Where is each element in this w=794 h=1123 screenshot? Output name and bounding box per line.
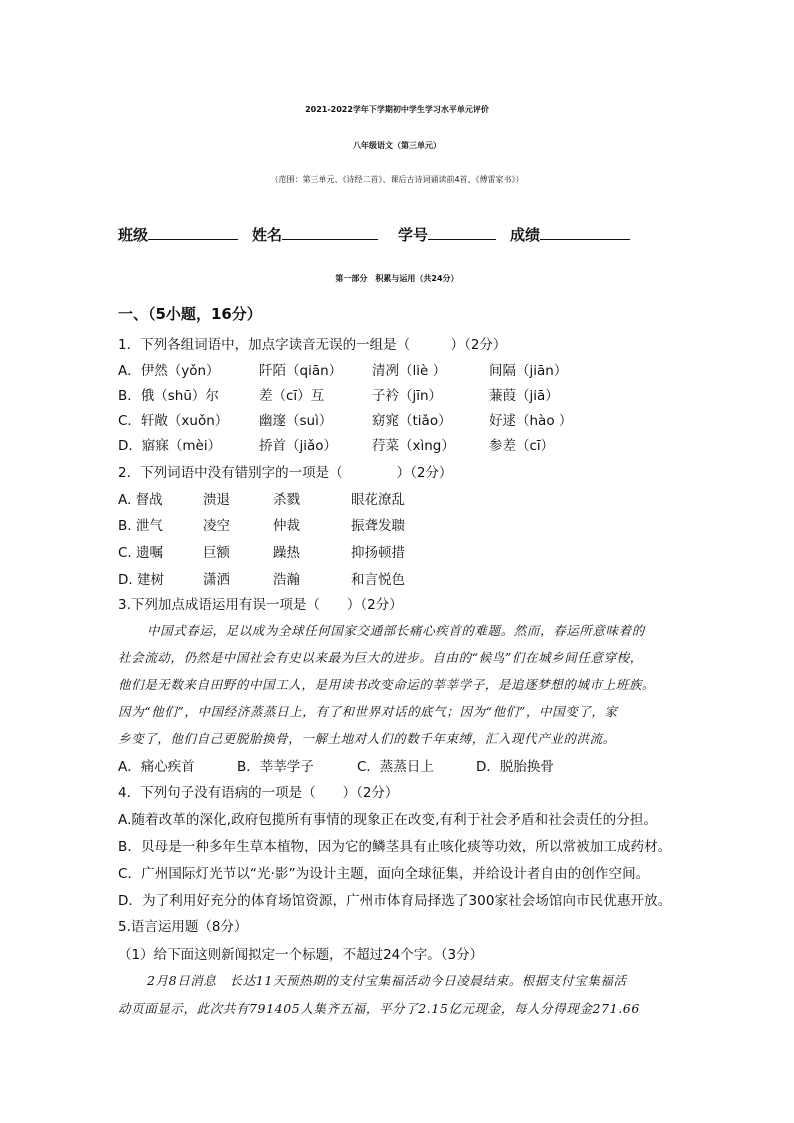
q1-d-3: 荇菜（xìng） bbox=[372, 438, 455, 454]
q1-a-1: A．伊然（yǒn） bbox=[118, 363, 220, 379]
number-blank[interactable] bbox=[428, 223, 496, 240]
q5-news-line: 2月8日消息 长达11天预热期的支付宝集福活动今日凌晨结束。根据支付宝集福活 bbox=[147, 973, 627, 988]
section-one-heading: 一、（5小题，16分） bbox=[118, 305, 262, 323]
q1-d-4: 参差（cī） bbox=[489, 438, 555, 454]
q1-c-1: C．轩敞（xuǒn） bbox=[118, 413, 229, 429]
part-one-title: 第一部分 积累与运用（共24分） bbox=[335, 274, 459, 283]
q3-option-d: D．脱胎换骨 bbox=[476, 759, 554, 775]
q2-a-3: 杀戮 bbox=[273, 492, 300, 508]
q3-passage-line: 因为“他们”，中国经济蒸蒸日上，有了和世界对话的底气；因为“他们”，中国变了，家 bbox=[118, 704, 618, 719]
q2-stem: 2．下列词语中没有错别字的一项是（ ）（2分） bbox=[118, 465, 453, 481]
q1-a-4: 间隔（jiān） bbox=[489, 363, 568, 379]
q2-b-3: 仲裁 bbox=[273, 518, 300, 534]
q2-c-3: 躁热 bbox=[273, 545, 300, 561]
q1-b-4: 蒹葭（jiā） bbox=[489, 388, 559, 404]
q2-b-1: B. 泄气 bbox=[118, 518, 163, 534]
q1-b-3: 子衿（jīn） bbox=[372, 388, 443, 404]
q3-option-a: A．痛心疾首 bbox=[118, 759, 195, 775]
q2-d-3: 浩瀚 bbox=[273, 572, 300, 588]
q2-d-4: 和言悦色 bbox=[351, 572, 405, 588]
class-label: 班级 bbox=[118, 226, 149, 244]
score-field bbox=[510, 223, 630, 245]
q5-sub1: （1）给下面这则新闻拟定一个标题，不超过24个字。（3分） bbox=[118, 947, 484, 963]
q3-passage-line: 乡变了，他们自己更脱胎换骨，一解土地对人们的数千年束缚，汇入现代产业的洪流。 bbox=[118, 731, 616, 746]
q1-a-3: 清冽（liè ） bbox=[372, 363, 447, 379]
class-field bbox=[118, 223, 238, 245]
q2-b-4: 振聋发聩 bbox=[351, 518, 405, 534]
score-blank[interactable] bbox=[540, 223, 630, 240]
q2-c-1: C. 遗嘱 bbox=[118, 545, 164, 561]
q3-stem: 3.下列加点成语运用有误一项是（ ）（2分） bbox=[118, 597, 403, 613]
q4-stem: 4．下列句子没有语病的一项是（ ）（2分） bbox=[118, 785, 399, 801]
q4-option-c: C．广州国际灯光节以“光·影”为设计主题，面向全球征集，并给设计者自由的创作空间。 bbox=[118, 866, 650, 882]
q5-stem: 5.语言运用题（8分） bbox=[118, 919, 248, 935]
q2-c-2: 巨额 bbox=[203, 545, 230, 561]
q3-passage-line: 中国式春运，足以成为全球任何国家交通部长痛心疾首的难题。然而，春运所意味着的 bbox=[147, 623, 645, 638]
q1-d-1: D．寤寐（mèi） bbox=[118, 438, 222, 454]
q1-d-2: 挢首（jiǎo） bbox=[259, 438, 338, 454]
q2-a-1: A. 督战 bbox=[118, 492, 163, 508]
exam-subtitle: 八年级语文（第三单元） bbox=[353, 141, 441, 150]
q4-option-a: A.随着改革的深化,政府包揽所有事情的现象正在改变,有利于社会矛盾和社会责任的分担。 bbox=[118, 812, 658, 828]
q1-b-1: B．俄（shū）尔 bbox=[118, 388, 219, 404]
score-label: 成绩 bbox=[510, 226, 541, 244]
name-blank[interactable] bbox=[282, 223, 378, 240]
q1-c-4: 好逑（hào ） bbox=[489, 413, 573, 429]
exam-title: 2021-2022学年下学期初中学生学习水平单元评价 bbox=[305, 105, 489, 114]
q4-option-d: D．为了利用好充分的体育场馆资源，广州市体育局择选了300家社会场馆向市民优惠开放。 bbox=[118, 893, 672, 909]
q1-a-2: 阡陌（qiān） bbox=[259, 363, 343, 379]
name-label: 姓名 bbox=[252, 226, 283, 244]
number-label: 学号 bbox=[398, 226, 429, 244]
q2-c-4: 抑扬顿措 bbox=[351, 545, 405, 561]
name-field bbox=[252, 223, 378, 245]
q1-stem: 1．下列各组词语中，加点字读音无误的一组是（ ）（2分） bbox=[118, 337, 507, 353]
q2-a-4: 眼花潦乱 bbox=[351, 492, 405, 508]
q4-option-b: B．贝母是一种多年生草本植物，因为它的鳞茎具有止咳化痰等功效，所以常被加工成药材。 bbox=[118, 839, 672, 855]
q2-d-1: D. 建树 bbox=[118, 572, 164, 588]
q3-passage-line: 他们是无数来自田野的中国工人，是用读书改变命运的莘莘学子，是追逐梦想的城市上班族。 bbox=[118, 677, 656, 692]
number-field bbox=[398, 223, 496, 245]
q1-c-2: 幽邃（suì） bbox=[259, 413, 333, 429]
exam-range: （范围：第三单元、《诗经二首》、课后古诗词诵读前4首、《傅雷家书》） bbox=[270, 175, 524, 184]
q1-c-3: 窈窕（tiǎo） bbox=[372, 413, 452, 429]
q1-b-2: 差（cī）互 bbox=[259, 388, 325, 404]
q3-passage-line: 社会流动，仍然是中国社会有史以来最为巨大的进步。自由的“候鸟”们在城乡间任意穿梭， bbox=[118, 650, 643, 665]
q3-option-c: C．蒸蒸日上 bbox=[357, 759, 434, 775]
q2-d-2: 潇洒 bbox=[203, 572, 230, 588]
q5-news-line: 动页面显示，此次共有791405人集齐五福，平分了2.15亿元现金，每人分得现金271.66 bbox=[118, 1001, 640, 1016]
q3-option-b: B．莘莘学子 bbox=[237, 759, 314, 775]
q2-b-2: 凌空 bbox=[203, 518, 230, 534]
class-blank[interactable] bbox=[148, 223, 238, 240]
q2-a-2: 溃退 bbox=[203, 492, 230, 508]
